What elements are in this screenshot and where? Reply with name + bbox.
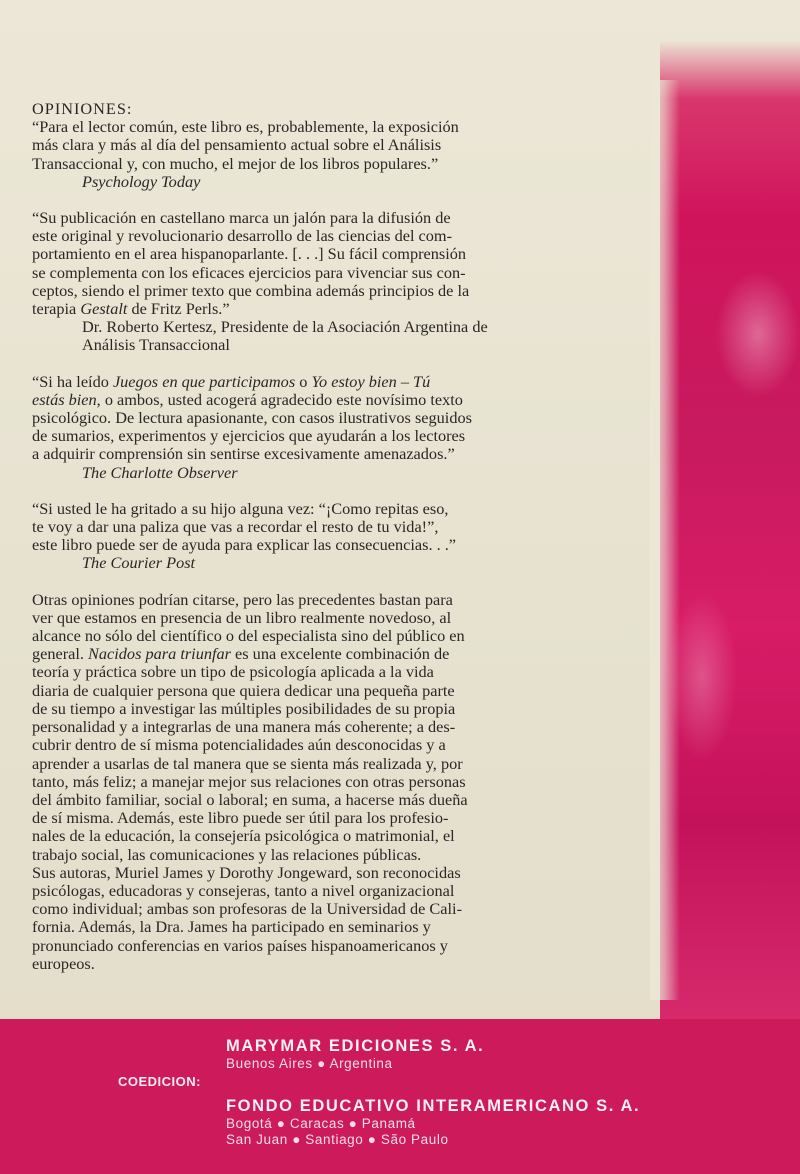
body-line: europeos. [32,953,95,973]
publisher-location: San Juan ● Santiago ● São Paulo [226,1132,449,1147]
spacer [32,355,647,373]
quote-text: de Fritz Perls.” [127,299,230,319]
quote-line [32,391,647,409]
closing-paragraph [32,591,647,973]
quote-line [32,300,647,318]
quote-source: Psychology Today [82,171,201,191]
quote-kertesz [32,209,647,355]
body-line: diaria de cualquier persona que quiera dedicar una pequeña parte [32,680,455,700]
body-line: fornia. Además, la Dra. James ha participado en seminarios y [32,917,431,937]
splash-fade-edge [650,80,680,1000]
quote-line: “Para el lector común, este libro es, probablemente, la exposición [32,117,459,137]
body-line: de sí misma. Además, este libro puede ser útil para los profesio- [32,808,449,828]
body-line: pronunciado conferencias en varios países hispanoamericanos y [32,935,448,955]
quote-emphasis: Gestalt [80,299,128,319]
coedition-label: COEDICION: [118,1074,201,1089]
quote-text: terapia [32,299,81,319]
quote-text: o [295,371,312,391]
quote-emphasis: estás bien [32,389,97,409]
quote-line: más clara y más al día del pensamiento actual sobre el Análisis [32,135,442,155]
quote-source: The Charlotte Observer [82,462,238,482]
opinions-heading: OPINIONES: [32,99,133,118]
quote-line: ceptos, siendo el primer texto que combina además principios de la [32,280,470,300]
publisher-name: MARYMAR EDICIONES S. A. [226,1037,485,1055]
body-line: aprender a usarlas de tal manera que se sienta más realizada y, por [32,753,463,773]
body-text: general. [32,644,89,664]
quote-charlotte-observer [32,373,647,482]
quote-line: a adquirir comprensión sin sentirse excesivamente amenazados.” [32,444,455,464]
publisher-name: FONDO EDUCATIVO INTERAMERICANO S. A. [226,1097,641,1115]
spacer [32,191,647,209]
body-line [32,645,647,663]
body-line: psicólogas, educadoras y consejeras, tanto a nivel organizacional [32,880,455,900]
publisher-marymar [226,1037,484,1072]
body-line: personalidad y a integrarlas de una manera más coherente; a des- [32,717,456,737]
quote-line: de sumarios, experimentos y ejercicios que ayudarán a los lectores [32,426,466,446]
book-title: Nacidos para triunfar [88,644,231,664]
quote-line: “Si usted le ha gritado a su hijo alguna vez: “¡Como repitas eso, [32,498,449,518]
body-line: trabajo social, las comunicaciones y las relaciones públicas. [32,844,422,864]
body-line: ver que estamos en presencia de un libro realmente novedoso, al [32,607,452,627]
spacer [32,573,647,591]
quote-courier-post [32,500,647,573]
opinions-text-block [32,100,647,973]
quote-line: se complementa con los eficaces ejercicios para vivenciar sus con- [32,262,466,282]
body-line: de su tiempo a investigar las múltiples posibilidades de su propia [32,698,456,718]
quote-line: este libro puede ser de ayuda para explicar las consecuencias. . .” [32,535,457,555]
publisher-footer-band [0,1019,800,1174]
quote-source: The Courier Post [82,553,196,573]
spacer [32,482,647,500]
body-line: alcance no sólo del científico o del especialista sino del público en [32,626,465,646]
quote-emphasis: Yo estoy bien – Tú [311,371,431,391]
publisher-fondo-educativo [226,1097,640,1148]
quote-source: Análisis Transaccional [82,335,230,355]
quote-line: psicológico. De lectura apasionante, con casos ilustrativos seguidos [32,408,472,428]
quote-text: , o ambos, usted acogerá agradecido este novísimo texto [96,389,463,409]
body-line: Otras opiniones podrían citarse, pero las precedentes bastan para [32,589,453,609]
quote-source: Dr. Roberto Kertesz, Presidente de la Asociación Argentina de [82,317,488,337]
body-line: como individual; ambas son profesoras de la Universidad de Cali- [32,899,462,919]
body-line: nales de la educación, la consejería psicológica o matrimonial, el [32,826,455,846]
quote-line: “Su publicación en castellano marca un jalón para la difusión de [32,208,451,228]
quote-psychology-today [32,118,647,191]
quote-text: “Si ha leído [32,371,113,391]
body-line: tanto, más feliz; a manejar mejor sus relaciones con otras personas [32,771,466,791]
quote-line: te voy a dar una paliza que vas a recordar el resto de tu vida!”, [32,517,439,537]
body-line: cubrir dentro de sí misma potencialidades aún desconocidas y a [32,735,446,755]
body-line: teoría y práctica sobre un tipo de psicología aplicada a la vida [32,662,434,682]
quote-line: portamiento en el area hispanoparlante. [. . .] Su fácil comprensión [32,244,467,264]
quote-line: Transaccional y, con mucho, el mejor de los libros populares.” [32,153,439,173]
body-line: del ámbito familiar, social o laboral; en suma, a hacerse más dueña [32,789,468,809]
body-line: Sus autoras, Muriel James y Dorothy Jongeward, son reconocidas [32,862,461,882]
quote-line [32,373,647,391]
body-text: es una excelente combinación de [230,644,450,664]
publisher-location: Buenos Aires ● Argentina [226,1056,393,1071]
quote-line: este original y revolucionario desarrollo de las ciencias del com- [32,226,452,246]
magenta-paint-splash [660,40,800,1020]
quote-emphasis: Juegos en que participamos [112,371,296,391]
publisher-location: Bogotá ● Caracas ● Panamá [226,1116,416,1131]
